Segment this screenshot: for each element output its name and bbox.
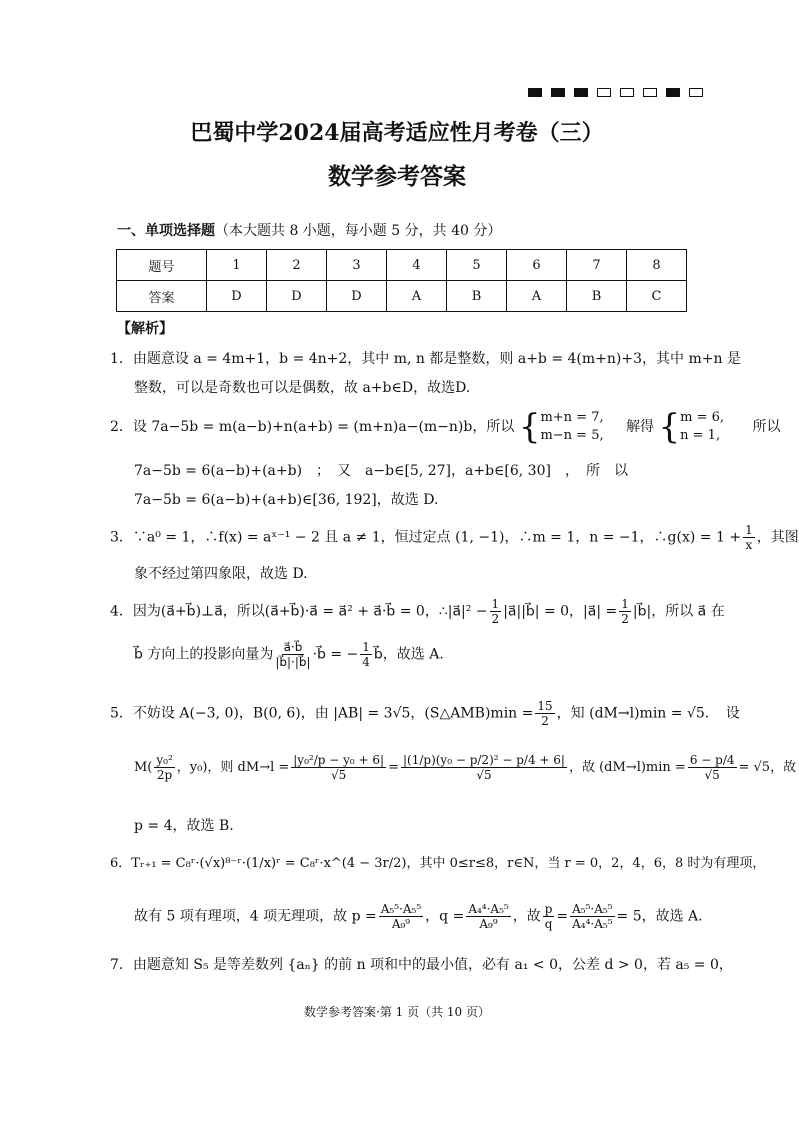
q4-text-f: b⃗，故选 A. [373,646,444,663]
q4-text-e: ·b⃗ = − [312,646,359,663]
page-mark [620,88,634,97]
q5-fraction-4 [688,753,737,782]
page-mark [597,88,611,97]
q5-f4-num: 6 − p/4 [689,753,735,767]
q6-f4-num: A₅⁵·A₅⁵ [572,902,613,916]
q2-eq-3: m = 6, [680,410,725,425]
q2-line-3: 7a−5b = 6(a−b)+(a+b)∈[36, 192]，故选 D. [134,492,439,508]
q5-text-b: ，知 (dM→l)min = √5． 设 [556,705,740,722]
q5-text-d: ，y₀)，则 dM→l = [176,760,290,775]
q3-line-2: 象不经过第四象限，故选 D. [134,566,308,582]
page-mark [551,88,565,97]
page-mark [574,88,588,97]
q6-text-d: ，故 [512,908,541,925]
q2-text-a: 2．设 7a−5b = m(a−b)+n(a+b) = (m+n)a−(m−n)b，所以 [110,419,515,435]
q5-f3-den: √5 [476,768,492,782]
answer-cell: A [387,281,447,312]
q4-fraction-2 [619,597,631,626]
q4-f3-den: |b⃗|·|b⃗| [275,655,311,669]
q1-line-2: 整数，可以是奇数也可以是偶数，故 a+b∈D，故选D. [134,380,471,396]
q5-line-1 [110,699,740,728]
q6-line-1: 6．Tᵣ₊₁ = C₈ʳ·(√x)⁸⁻ʳ·(1/x)ʳ = C₈ʳ·x^(4 − 3r/2)，其中 0≤r≤8，r∈N，当 r = 0，2，4，6，8 时为有理项， [110,856,766,871]
section-note: （本大题共 8 小题，每小题 5 分，共 40 分） [215,223,502,239]
q4-fraction-3 [275,640,310,669]
q5-line-2 [134,753,796,782]
page-mark [689,88,703,97]
q5-f3-num: |(1/p)(y₀ − p/2)² − p/4 + 6| [402,753,565,767]
question-number-cell: 5 [447,250,507,281]
q1-line-1: 1．由题意设 a = 4m+1，b = 4n+2，其中 m, n 都是整数，则 a+b = 4(m+n)+3，其中 m+n 是 [110,351,741,367]
q6-f3-den: q [544,917,553,931]
page-mark [666,88,680,97]
q5-f2-num: |y₀²/p − y₀ + 6| [293,753,385,767]
analysis-label: 【解析】 [117,321,173,337]
q2-system-2: { m = 6, n = 1, [658,407,725,447]
q4-text-a: 4．因为(a⃗+b⃗)⊥a⃗，所以(a⃗+b⃗)·a⃗ = a⃗² + a⃗·b⃗ = 0，∴|a⃗|² − [110,603,488,620]
question-number-cell: 1 [207,250,267,281]
q5-fraction-1 [154,753,174,782]
page-marks [528,88,703,97]
table-row-answers [117,281,687,312]
answer-cell: A [507,281,567,312]
table-header-cell: 题号 [117,250,207,281]
q3-fraction [743,523,755,552]
q6-text-c: ，q = [425,908,465,925]
section-label: 一、单项选择题 [117,223,215,239]
question-number-cell: 2 [267,250,327,281]
q5-text-g: = √5，故 [738,760,797,775]
q4-f1-den: 2 [491,612,500,626]
question-number-cell: 4 [387,250,447,281]
page-mark [528,88,542,97]
q4-f4-num: 1 [362,640,370,654]
answer-cell: C [627,281,687,312]
q5-text-c: M( [134,760,153,775]
q5-f2-den: √5 [331,768,347,782]
q6-fraction-1 [379,902,423,931]
q4-f4-den: 4 [362,655,370,669]
page-subtitle: 数学参考答案 [328,163,466,190]
q6-f2-num: A₄⁴·A₅⁵ [468,902,509,916]
q6-text-b: 故有 5 项有理项，4 项无理项，故 p = [134,908,377,925]
q3-frac-den: x [745,538,753,552]
q5-line-3: p = 4，故选 B. [134,818,234,834]
q4-fraction-1 [490,597,502,626]
q5-fraction-2 [291,753,386,782]
q5-frac-num: 15 [537,699,553,713]
question-number-cell: 8 [627,250,687,281]
question-number-cell: 7 [567,250,627,281]
q3-frac-num: 1 [745,523,753,537]
q6-f1-den: A₉⁹ [391,917,411,931]
q7-line-1: 7．由题意知 S₅ 是等差数列 {aₙ} 的前 n 项和中的最小值，必有 a₁ < 0，公差 d > 0，若 a₅ = 0， [110,957,733,973]
table-header-cell: 答案 [117,281,207,312]
q6-f1-num: A₅⁵·A₅⁵ [380,902,422,916]
q3-text-b: ，其图 [756,529,799,546]
q2-line-2: 7a−5b = 6(a−b)+(a+b) ； 又 a−b∈[5, 27]，a+b∈[6, 30] ， 所 以 [134,463,628,479]
answer-cell: B [567,281,627,312]
q6-text-e: = [556,908,569,925]
q6-fraction-3 [543,902,555,931]
q4-line-2 [134,640,444,669]
q4-f2-num: 1 [621,597,629,611]
q2-text-c: 所以 [752,419,781,435]
q6-f4-den: A₄⁴·A₅⁵ [572,917,613,931]
q5-f1-den: 2p [156,768,173,782]
q4-f2-den: 2 [621,612,629,626]
q5-text-a: 5．不妨设 A(−3, 0)，B(0, 6)，由 |AB| = 3√5，(S△AMB)min = [110,705,534,722]
q5-text-f: ，故 (dM→l)min = [568,760,686,775]
q5-fraction [535,699,554,728]
q5-frac-den: 2 [541,714,549,728]
q2-eq-4: n = 1, [680,428,721,443]
answer-cell: D [327,281,387,312]
q4-text-c: |b⃗|，所以 a⃗ 在 [632,603,725,620]
q4-line-1 [110,597,725,626]
q4-f3-num: a⃗·b⃗ [283,640,303,654]
q2-eq-1: m+n = 7, [540,410,604,425]
question-number-cell: 6 [507,250,567,281]
q3-text-a: 3．∵a⁰ = 1，∴f(x) = aˣ⁻¹ − 2 且 a ≠ 1，恒过定点 (1, −1)，∴m = 1，n = −1，∴g(x) = 1 + [110,529,742,546]
page-title: 巴蜀中学2024届高考适应性月考卷（三） [190,120,604,146]
answer-table [116,249,687,312]
q4-text-d: b⃗ 方向上的投影向量为 [134,646,274,663]
q2-eq-2: m−n = 5, [540,428,604,443]
q6-text-f: = 5，故选 A. [616,908,703,925]
q2-system-1: { m+n = 7, m−n = 5, [518,407,604,447]
q6-fraction-4 [570,902,614,931]
q5-f1-num: y₀² [156,753,173,767]
answer-cell: D [267,281,327,312]
page-mark [643,88,657,97]
q2-text-b: 解得 [626,419,655,435]
q6-f2-den: A₉⁹ [479,917,498,931]
q4-f1-num: 1 [491,597,500,611]
q2-line-1 [110,409,781,445]
question-number-cell: 3 [327,250,387,281]
page-footer: 数学参考答案·第 1 页（共 10 页） [304,1005,490,1019]
q6-line-2 [134,902,703,931]
section-heading [117,220,501,240]
q4-text-b: |a⃗||b⃗| = 0，|a⃗| = [503,603,618,620]
answer-cell: B [447,281,507,312]
q5-fraction-3 [401,753,567,782]
q4-fraction-4 [360,640,372,669]
q6-f3-num: p [544,902,553,916]
answer-cell: D [207,281,267,312]
q5-f4-den: √5 [704,768,720,782]
q6-fraction-2 [466,902,510,931]
q5-text-e: = [388,760,399,775]
table-row-numbers [117,250,687,281]
q3-line-1 [110,523,799,552]
